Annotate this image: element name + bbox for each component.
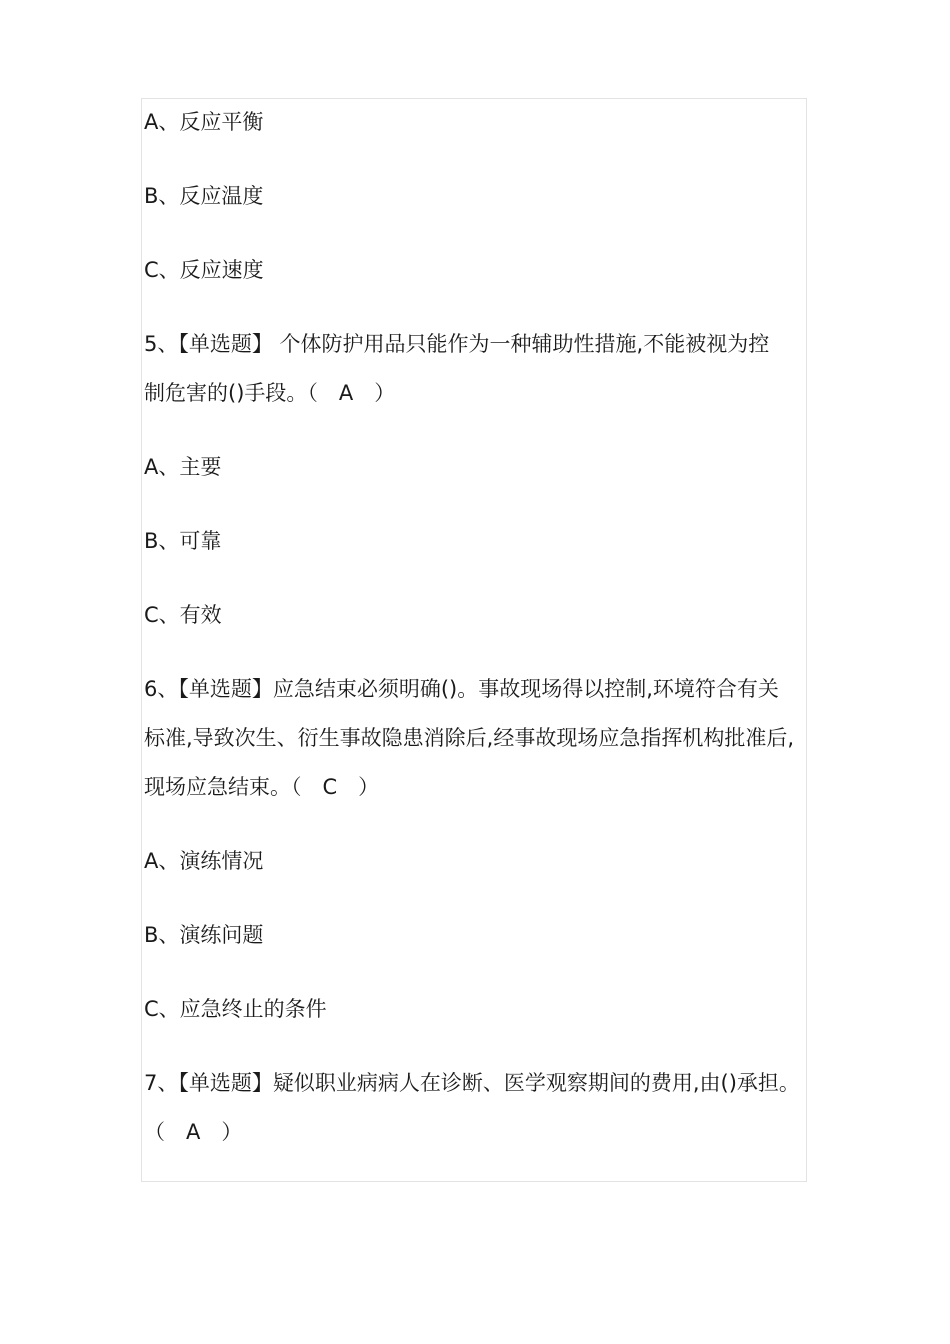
answer-option (144, 172, 808, 221)
question-stem (144, 1059, 808, 1157)
option-text: C、有效 (144, 603, 222, 627)
answer-option (144, 517, 808, 566)
question-text-line: 7、【单选题】疑似职业病病人在诊断、医学观察期间的费用,由()承担。 (144, 1071, 800, 1095)
answer-option (144, 985, 808, 1034)
answer-option (144, 443, 808, 492)
answer-option (144, 98, 808, 147)
question-text-line: （ A ） (144, 1120, 243, 1144)
option-text: A、反应平衡 (144, 110, 264, 134)
option-text: B、反应温度 (144, 184, 264, 208)
question-stem (144, 320, 808, 418)
question-text-line: 6、【单选题】应急结束必须明确()。事故现场得以控制,环境符合有关 (144, 677, 779, 701)
option-text: B、演练问题 (144, 923, 264, 947)
option-text: A、演练情况 (144, 849, 264, 873)
question-text-line: 制危害的()手段。（ A ） (144, 381, 396, 405)
question-text-line: 现场应急结束。（ C ） (144, 775, 380, 799)
question-text-line: 标准,导致次生、衍生事故隐患消除后,经事故现场应急指挥机构批准后, (144, 726, 795, 750)
document-body (144, 98, 808, 1182)
option-text: C、应急终止的条件 (144, 997, 327, 1021)
answer-option (144, 911, 808, 960)
answer-option (144, 591, 808, 640)
option-text: B、可靠 (144, 529, 222, 553)
question-text-line: 5、【单选题】 个体防护用品只能作为一种辅助性措施,不能被视为控 (144, 332, 770, 356)
option-text: A、主要 (144, 455, 222, 479)
option-text: C、反应速度 (144, 258, 264, 282)
answer-option (144, 246, 808, 295)
answer-option (144, 837, 808, 886)
question-stem (144, 665, 808, 812)
